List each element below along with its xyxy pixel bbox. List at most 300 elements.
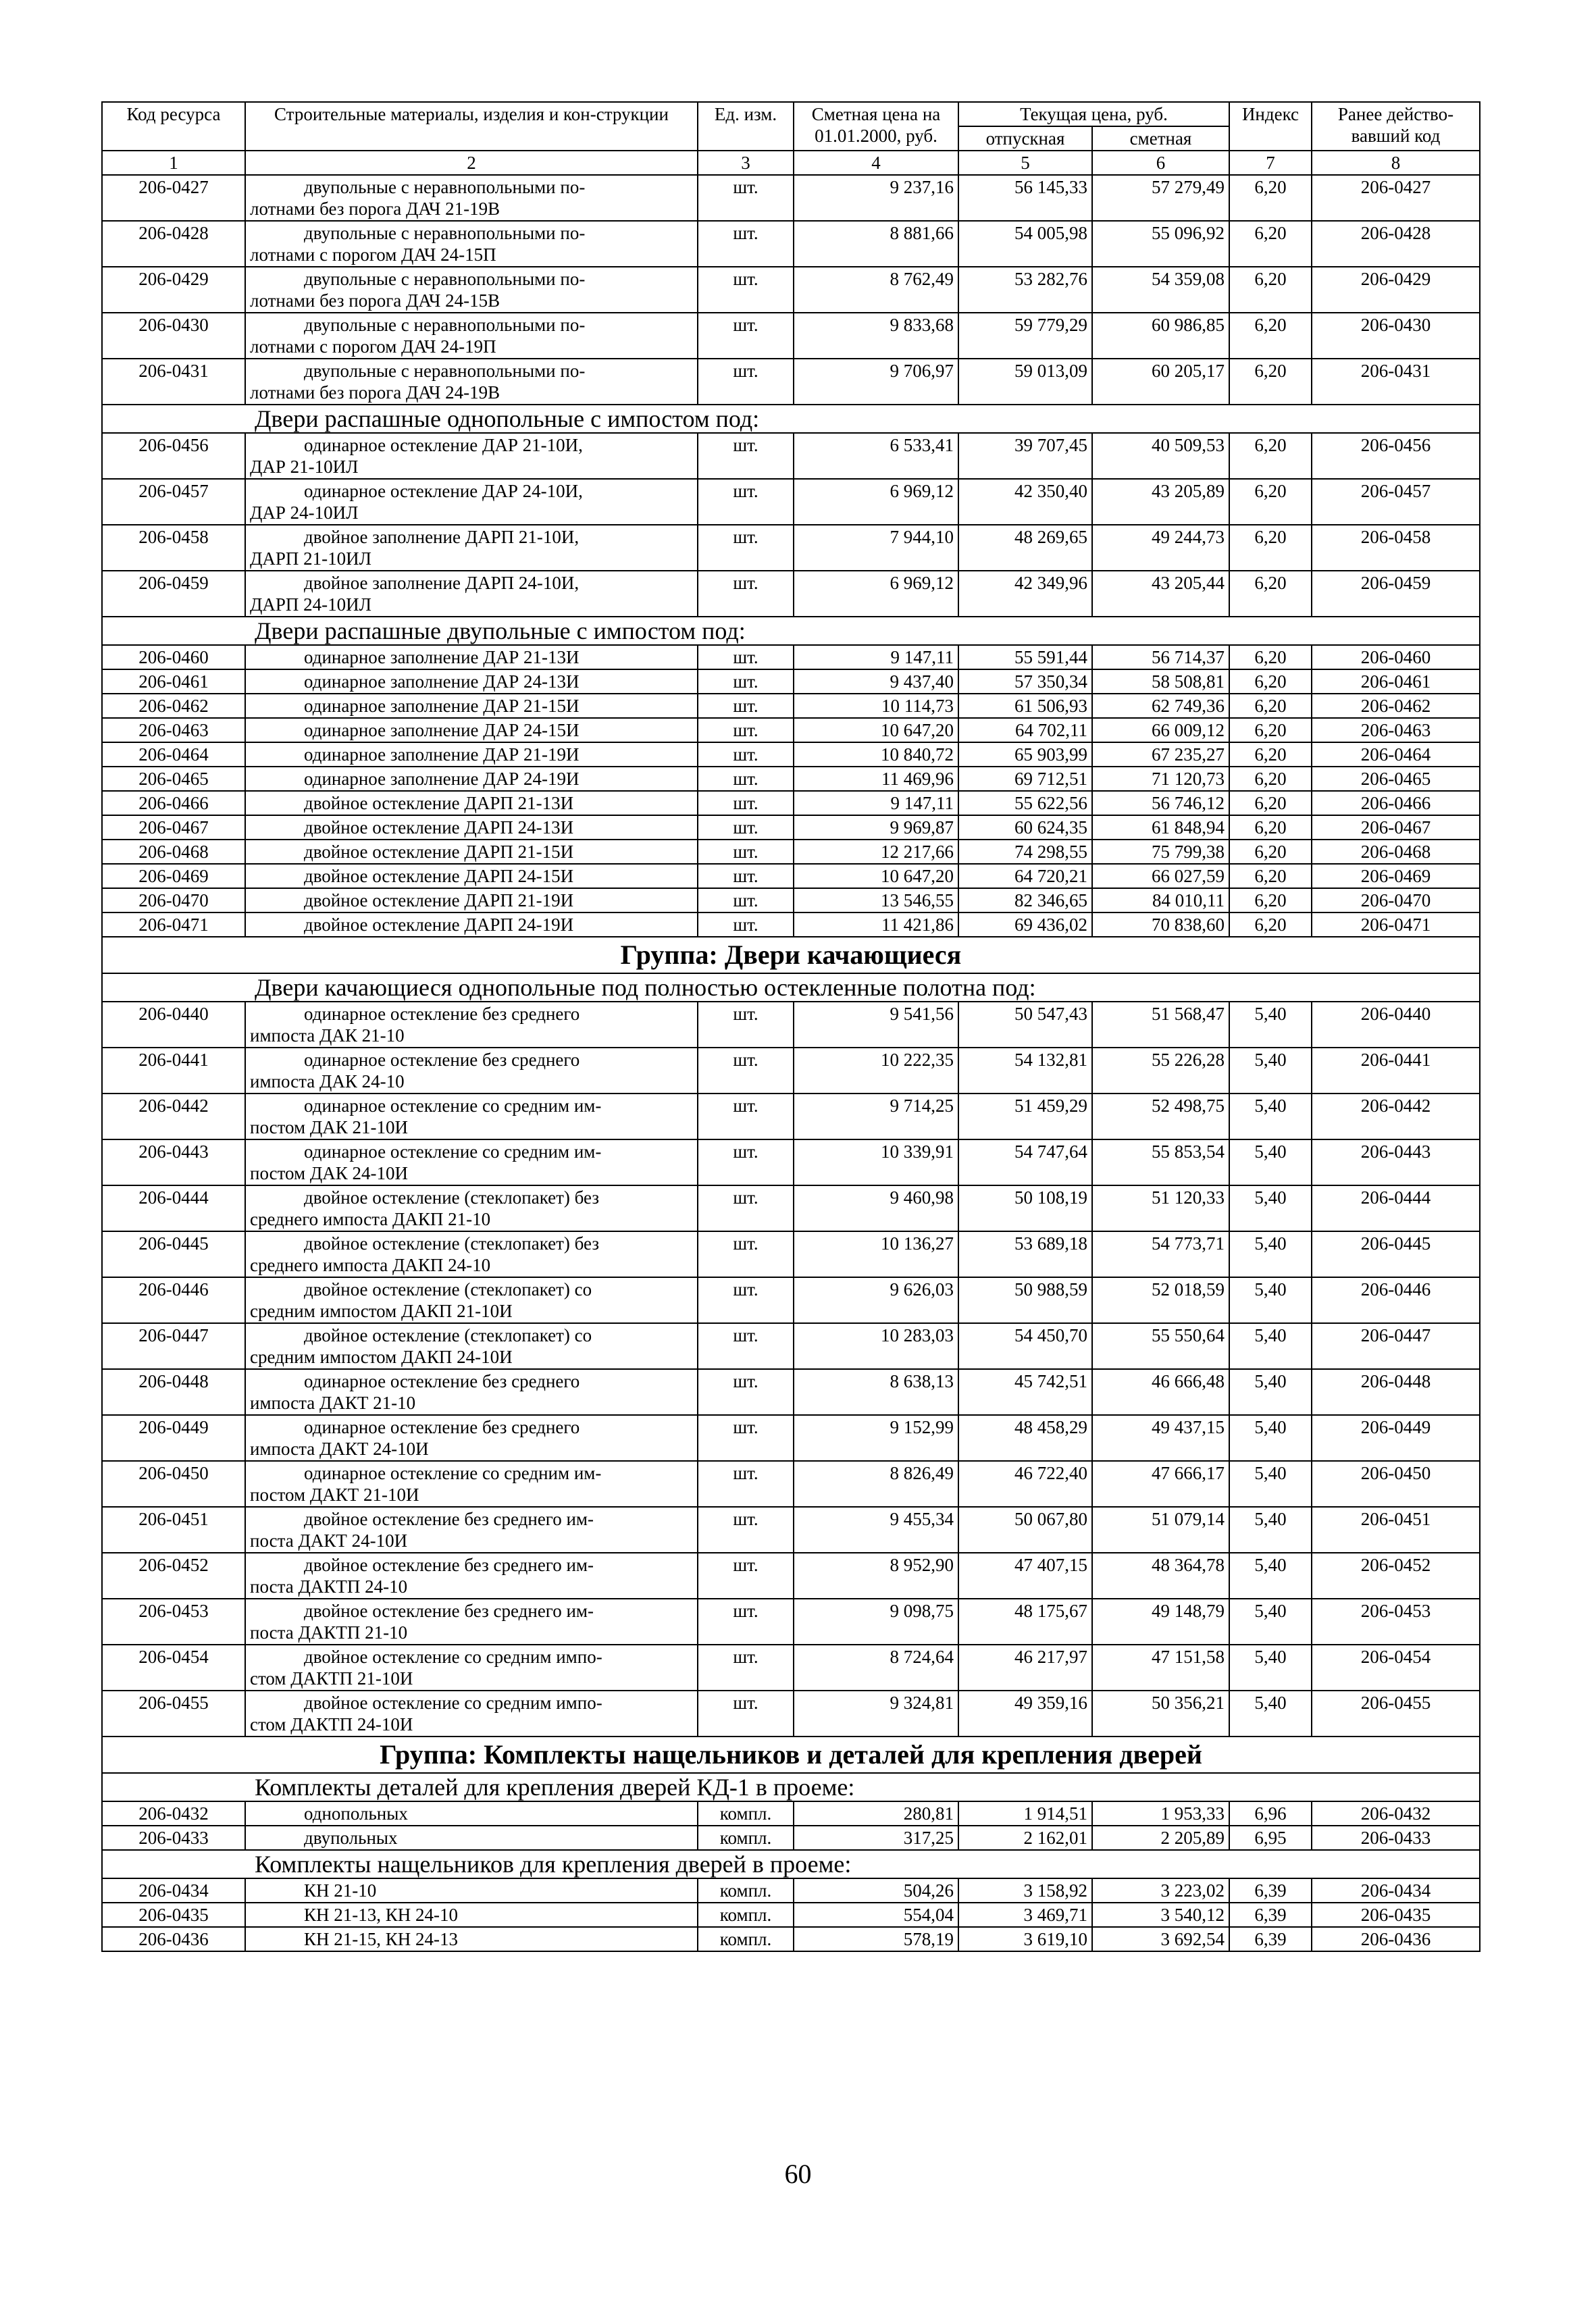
table-row (102, 1878, 1480, 1903)
wholesale-price-cell: 54 747,64 (958, 1139, 1092, 1185)
resource-code: 206-0441 (102, 1048, 245, 1094)
unit-cell: шт. (698, 525, 794, 571)
previous-code-cell: 206-0446 (1312, 1277, 1480, 1323)
material-description (245, 815, 698, 840)
estimate-price-cell: 52 018,59 (1092, 1277, 1229, 1323)
material-description (245, 1277, 698, 1323)
wholesale-price-cell: 50 547,43 (958, 1002, 1092, 1048)
base-price-cell: 504,26 (794, 1878, 958, 1903)
unit-cell: шт. (698, 767, 794, 791)
index-cell: 6,20 (1229, 479, 1312, 525)
material-description (245, 1903, 698, 1927)
col-number: 7 (1229, 151, 1312, 175)
wholesale-price-cell: 64 702,11 (958, 718, 1092, 742)
material-description (245, 694, 698, 718)
previous-code-cell: 206-0462 (1312, 694, 1480, 718)
table-row (102, 1185, 1480, 1231)
unit-cell: шт. (698, 669, 794, 694)
material-description (245, 791, 698, 815)
description-line: одинарное заполнение ДАР 24-19И (304, 769, 580, 789)
base-price-cell: 9 152,99 (794, 1415, 958, 1461)
table-row (102, 571, 1480, 617)
section-subheading: Комплекты нащельников для крепления дверей в проеме: (102, 1850, 1480, 1878)
estimate-price-cell: 43 205,89 (1092, 479, 1229, 525)
base-price-cell: 8 724,64 (794, 1645, 958, 1691)
unit-cell: шт. (698, 791, 794, 815)
base-price-cell: 8 638,13 (794, 1369, 958, 1415)
table-row (102, 1139, 1480, 1185)
index-cell: 5,40 (1229, 1002, 1312, 1048)
wholesale-price-cell: 65 903,99 (958, 742, 1092, 767)
previous-code-cell: 206-0449 (1312, 1415, 1480, 1461)
index-cell: 6,20 (1229, 313, 1312, 359)
description-line: КН 21-10 (304, 1880, 377, 1901)
material-description (245, 1878, 698, 1903)
material-description (245, 718, 698, 742)
unit-cell: шт. (698, 840, 794, 864)
unit-cell: шт. (698, 742, 794, 767)
description-line: двойное остекление (стеклопакет) без (304, 1187, 600, 1208)
wholesale-price-cell: 54 450,70 (958, 1323, 1092, 1369)
estimate-price-cell: 62 749,36 (1092, 694, 1229, 718)
material-description (245, 175, 698, 221)
description-line: двойное заполнение ДАРП 24-10И, (304, 573, 580, 593)
wholesale-price-cell: 45 742,51 (958, 1369, 1092, 1415)
wholesale-price-cell: 69 436,02 (958, 912, 1092, 937)
resource-code: 206-0442 (102, 1094, 245, 1139)
index-cell: 6,20 (1229, 840, 1312, 864)
resource-code: 206-0430 (102, 313, 245, 359)
table-row (102, 525, 1480, 571)
col-number: 1 (102, 151, 245, 175)
unit-cell: компл. (698, 1927, 794, 1951)
unit-cell: шт. (698, 645, 794, 669)
table-row (102, 1507, 1480, 1553)
wholesale-price-cell: 57 350,34 (958, 669, 1092, 694)
base-price-cell: 9 969,87 (794, 815, 958, 840)
estimate-price-cell: 1 953,33 (1092, 1801, 1229, 1826)
unit-cell: компл. (698, 1801, 794, 1826)
description-line: одинарное заполнение ДАР 21-13И (304, 647, 580, 667)
description-line: одинарное остекление без среднего (304, 1371, 580, 1391)
unit-cell: шт. (698, 1185, 794, 1231)
resource-code: 206-0451 (102, 1507, 245, 1553)
base-price-cell: 9 460,98 (794, 1185, 958, 1231)
description-line: одинарное заполнение ДАР 24-15И (304, 720, 580, 740)
index-cell: 5,40 (1229, 1507, 1312, 1553)
header-current-price: Текущая цена, руб. (958, 102, 1229, 126)
unit-cell: шт. (698, 1369, 794, 1415)
material-description (245, 1461, 698, 1507)
base-price-cell: 9 437,40 (794, 669, 958, 694)
description-line: одинарное остекление без среднего (304, 1417, 580, 1437)
resource-code: 206-0459 (102, 571, 245, 617)
unit-cell: шт. (698, 1645, 794, 1691)
base-price-cell: 12 217,66 (794, 840, 958, 864)
description-line: двойное остекление ДАРП 21-13И (304, 793, 574, 813)
resource-code: 206-0449 (102, 1415, 245, 1461)
material-description (245, 1323, 698, 1369)
base-price-cell: 317,25 (794, 1826, 958, 1850)
description-line: двойное остекление ДАРП 21-19И (304, 890, 574, 910)
wholesale-price-cell: 54 132,81 (958, 1048, 1092, 1094)
resource-code: 206-0453 (102, 1599, 245, 1645)
estimate-price-cell: 55 096,92 (1092, 221, 1229, 267)
base-price-cell: 9 147,11 (794, 791, 958, 815)
wholesale-price-cell: 46 722,40 (958, 1461, 1092, 1507)
description-line: двупольные с неравнопольными по- (304, 269, 586, 289)
estimate-price-cell: 48 364,78 (1092, 1553, 1229, 1599)
resource-code: 206-0467 (102, 815, 245, 840)
resource-code: 206-0464 (102, 742, 245, 767)
table-row (102, 1094, 1480, 1139)
table-row (102, 1415, 1480, 1461)
wholesale-price-cell: 3 619,10 (958, 1927, 1092, 1951)
unit-cell: шт. (698, 1415, 794, 1461)
previous-code-cell: 206-0429 (1312, 267, 1480, 313)
unit-cell: шт. (698, 175, 794, 221)
base-price-cell: 6 969,12 (794, 571, 958, 617)
base-price-cell: 9 706,97 (794, 359, 958, 405)
resource-code: 206-0444 (102, 1185, 245, 1231)
material-description (245, 221, 698, 267)
description-line: одинарное остекление без среднего (304, 1004, 580, 1024)
previous-code-cell: 206-0436 (1312, 1927, 1480, 1951)
description-continuation: среднего импоста ДАКП 24-10 (250, 1255, 491, 1275)
description-line: одинарное заполнение ДАР 21-15И (304, 696, 580, 716)
table-row (102, 1277, 1480, 1323)
description-continuation: стом ДАКТП 24-10И (250, 1714, 413, 1734)
description-continuation: лотнами с порогом ДАЧ 24-19П (250, 336, 496, 357)
table-row (102, 1369, 1480, 1415)
base-price-cell: 6 969,12 (794, 479, 958, 525)
index-cell: 6,20 (1229, 791, 1312, 815)
index-cell: 6,20 (1229, 912, 1312, 937)
description-continuation: среднего импоста ДАКП 21-10 (250, 1209, 491, 1229)
resource-code: 206-0446 (102, 1277, 245, 1323)
unit-cell: шт. (698, 1139, 794, 1185)
wholesale-price-cell: 56 145,33 (958, 175, 1092, 221)
resource-code: 206-0454 (102, 1645, 245, 1691)
base-price-cell: 8 881,66 (794, 221, 958, 267)
base-price-cell: 9 626,03 (794, 1277, 958, 1323)
index-cell: 6,20 (1229, 571, 1312, 617)
section-subheading: Комплекты деталей для крепления дверей КД-1 в проеме: (102, 1773, 1480, 1801)
table-row (102, 864, 1480, 888)
estimate-price-cell: 3 223,02 (1092, 1878, 1229, 1903)
estimate-price-cell: 43 205,44 (1092, 571, 1229, 617)
index-cell: 6,20 (1229, 815, 1312, 840)
base-price-cell: 8 952,90 (794, 1553, 958, 1599)
price-table-page (101, 101, 1479, 1952)
description-line: двойное остекление ДАРП 21-15И (304, 842, 574, 862)
index-cell: 6,20 (1229, 645, 1312, 669)
material-description (245, 888, 698, 912)
resource-code: 206-0443 (102, 1139, 245, 1185)
table-row (102, 175, 1480, 221)
base-price-cell: 9 324,81 (794, 1691, 958, 1737)
description-continuation: поста ДАКТ 24-10И (250, 1531, 408, 1551)
estimate-price-cell: 3 540,12 (1092, 1903, 1229, 1927)
estimate-price-cell: 49 437,15 (1092, 1415, 1229, 1461)
description-continuation: импоста ДАКТ 24-10И (250, 1439, 429, 1459)
estimate-price-cell: 56 714,37 (1092, 645, 1229, 669)
material-description (245, 645, 698, 669)
index-cell: 5,40 (1229, 1645, 1312, 1691)
estimate-price-cell: 2 205,89 (1092, 1826, 1229, 1850)
col-number: 2 (245, 151, 698, 175)
resource-code: 206-0465 (102, 767, 245, 791)
estimate-price-cell: 52 498,75 (1092, 1094, 1229, 1139)
description-line: двойное остекление ДАРП 24-19И (304, 915, 574, 935)
description-line: одинарное заполнение ДАР 24-13И (304, 671, 580, 692)
table-row (102, 479, 1480, 525)
base-price-cell: 10 283,03 (794, 1323, 958, 1369)
table-row (102, 815, 1480, 840)
index-cell: 6,20 (1229, 221, 1312, 267)
unit-cell: шт. (698, 815, 794, 840)
resource-code: 206-0427 (102, 175, 245, 221)
table-row (102, 694, 1480, 718)
wholesale-price-cell: 1 914,51 (958, 1801, 1092, 1826)
description-line: одинарное остекление со средним им- (304, 1141, 602, 1162)
estimate-price-cell: 3 692,54 (1092, 1927, 1229, 1951)
table-row (102, 1801, 1480, 1826)
unit-cell: шт. (698, 479, 794, 525)
wholesale-price-cell: 50 988,59 (958, 1277, 1092, 1323)
material-description (245, 1507, 698, 1553)
table-row (102, 433, 1480, 479)
base-price-cell: 9 455,34 (794, 1507, 958, 1553)
material-description (245, 1002, 698, 1048)
estimate-price-cell: 60 986,85 (1092, 313, 1229, 359)
index-cell: 6,20 (1229, 359, 1312, 405)
table-row (102, 221, 1480, 267)
unit-cell: компл. (698, 1826, 794, 1850)
unit-cell: шт. (698, 1507, 794, 1553)
base-price-cell: 578,19 (794, 1927, 958, 1951)
description-line: двойное остекление без среднего им- (304, 1509, 594, 1529)
previous-code-cell: 206-0467 (1312, 815, 1480, 840)
wholesale-price-cell: 61 506,93 (958, 694, 1092, 718)
description-line: одинарное заполнение ДАР 21-19И (304, 744, 580, 765)
estimate-price-cell: 66 027,59 (1092, 864, 1229, 888)
description-line: двойное остекление ДАРП 24-13И (304, 817, 574, 838)
material-description (245, 313, 698, 359)
wholesale-price-cell: 59 779,29 (958, 313, 1092, 359)
material-description (245, 1094, 698, 1139)
index-cell: 6,20 (1229, 888, 1312, 912)
estimate-price-cell: 47 666,17 (1092, 1461, 1229, 1507)
previous-code-cell: 206-0458 (1312, 525, 1480, 571)
table-row (102, 313, 1480, 359)
previous-code-cell: 206-0433 (1312, 1826, 1480, 1850)
material-description (245, 571, 698, 617)
description-continuation: поста ДАКТП 24-10 (250, 1576, 408, 1597)
index-cell: 6,20 (1229, 767, 1312, 791)
description-continuation: лотнами без порога ДАЧ 21-19В (250, 199, 500, 219)
description-continuation: ДАРП 21-10ИЛ (250, 548, 371, 569)
description-line: двупольные с неравнопольными по- (304, 223, 586, 243)
wholesale-price-cell: 47 407,15 (958, 1553, 1092, 1599)
estimate-price-cell: 47 151,58 (1092, 1645, 1229, 1691)
section-subheading: Двери распашные двупольные с импостом под: (102, 617, 1480, 645)
unit-cell: шт. (698, 1323, 794, 1369)
unit-cell: шт. (698, 864, 794, 888)
index-cell: 6,20 (1229, 669, 1312, 694)
previous-code-cell: 206-0441 (1312, 1048, 1480, 1094)
material-description (245, 1927, 698, 1951)
description-line: одинарное остекление со средним им- (304, 1463, 602, 1483)
material-description (245, 840, 698, 864)
col-number: 6 (1092, 151, 1229, 175)
wholesale-price-cell: 74 298,55 (958, 840, 1092, 864)
base-price-cell: 13 546,55 (794, 888, 958, 912)
base-price-cell: 10 136,27 (794, 1231, 958, 1277)
description-continuation: средним импостом ДАКП 21-10И (250, 1301, 513, 1321)
wholesale-price-cell: 50 067,80 (958, 1507, 1092, 1553)
wholesale-price-cell: 46 217,97 (958, 1645, 1092, 1691)
resource-code: 206-0456 (102, 433, 245, 479)
index-cell: 6,20 (1229, 742, 1312, 767)
material-description (245, 1415, 698, 1461)
header-code: Код ресурса (102, 102, 245, 151)
description-line: двупольные с неравнопольными по- (304, 315, 586, 335)
group-heading: Группа: Комплекты нащельников и деталей для крепления дверей (102, 1737, 1480, 1773)
description-continuation: постом ДАК 24-10И (250, 1163, 409, 1183)
material-description (245, 1599, 698, 1645)
description-line: двойное остекление со средним импо- (304, 1647, 602, 1667)
resource-code: 206-0448 (102, 1369, 245, 1415)
base-price-cell: 554,04 (794, 1903, 958, 1927)
unit-cell: шт. (698, 1094, 794, 1139)
header-wholesale: отпускная (958, 126, 1092, 151)
header-unit: Ед. изм. (698, 102, 794, 151)
base-price-cell: 11 469,96 (794, 767, 958, 791)
description-line: двойное остекление без среднего им- (304, 1601, 594, 1621)
wholesale-price-cell: 3 158,92 (958, 1878, 1092, 1903)
material-description (245, 1801, 698, 1826)
resource-code: 206-0435 (102, 1903, 245, 1927)
table-row (102, 1927, 1480, 1951)
estimate-price-cell: 40 509,53 (1092, 433, 1229, 479)
base-price-cell: 10 647,20 (794, 864, 958, 888)
table-row (102, 840, 1480, 864)
description-continuation: лотнами без порога ДАЧ 24-19В (250, 382, 500, 403)
unit-cell: шт. (698, 694, 794, 718)
unit-cell: шт. (698, 1691, 794, 1737)
material-description (245, 912, 698, 937)
estimate-price-cell: 67 235,27 (1092, 742, 1229, 767)
index-cell: 6,39 (1229, 1878, 1312, 1903)
description-continuation: средним импостом ДАКП 24-10И (250, 1347, 513, 1367)
previous-code-cell: 206-0454 (1312, 1645, 1480, 1691)
description-line: КН 21-13, КН 24-10 (304, 1905, 458, 1925)
section-subheading: Двери распашные однопольные с импостом под: (102, 405, 1480, 433)
base-price-cell: 9 147,11 (794, 645, 958, 669)
unit-cell: шт. (698, 267, 794, 313)
index-cell: 6,20 (1229, 433, 1312, 479)
table-row (102, 791, 1480, 815)
material-description (245, 1826, 698, 1850)
description-line: двойное остекление (стеклопакет) со (304, 1325, 592, 1345)
previous-code-cell: 206-0451 (1312, 1507, 1480, 1553)
description-continuation: ДАРП 24-10ИЛ (250, 594, 371, 615)
wholesale-price-cell: 42 350,40 (958, 479, 1092, 525)
wholesale-price-cell: 59 013,09 (958, 359, 1092, 405)
table-row (102, 767, 1480, 791)
col-number: 5 (958, 151, 1092, 175)
unit-cell: шт. (698, 1231, 794, 1277)
description-line: двупольных (304, 1828, 398, 1848)
resource-code: 206-0455 (102, 1691, 245, 1737)
base-price-cell: 9 098,75 (794, 1599, 958, 1645)
previous-code-cell: 206-0432 (1312, 1801, 1480, 1826)
table-row (102, 888, 1480, 912)
col-number: 4 (794, 151, 958, 175)
material-description (245, 864, 698, 888)
resource-code: 206-0436 (102, 1927, 245, 1951)
unit-cell: шт. (698, 433, 794, 479)
estimate-price-cell: 55 226,28 (1092, 1048, 1229, 1094)
index-cell: 5,40 (1229, 1553, 1312, 1599)
resource-code: 206-0466 (102, 791, 245, 815)
material-description (245, 359, 698, 405)
previous-code-cell: 206-0468 (1312, 840, 1480, 864)
description-continuation: импоста ДАКТ 21-10 (250, 1393, 416, 1413)
previous-code-cell: 206-0466 (1312, 791, 1480, 815)
table-row (102, 1048, 1480, 1094)
page-number: 60 (784, 2159, 812, 2189)
previous-code-cell: 206-0470 (1312, 888, 1480, 912)
table-row (102, 912, 1480, 937)
wholesale-price-cell: 55 591,44 (958, 645, 1092, 669)
previous-code-cell: 206-0443 (1312, 1139, 1480, 1185)
resource-code: 206-0428 (102, 221, 245, 267)
unit-cell: шт. (698, 888, 794, 912)
description-continuation: импоста ДАК 21-10 (250, 1025, 405, 1046)
index-cell: 5,40 (1229, 1323, 1312, 1369)
group-heading-row (102, 937, 1480, 973)
base-price-cell: 10 647,20 (794, 718, 958, 742)
material-description (245, 433, 698, 479)
estimate-price-cell: 51 568,47 (1092, 1002, 1229, 1048)
material-description (245, 669, 698, 694)
base-price-cell: 9 714,25 (794, 1094, 958, 1139)
index-cell: 6,39 (1229, 1903, 1312, 1927)
resource-code: 206-0460 (102, 645, 245, 669)
estimate-price-cell: 55 550,64 (1092, 1323, 1229, 1369)
group-heading: Группа: Двери качающиеся (102, 937, 1480, 973)
header-materials: Строительные материалы, изделия и кон-струкции (245, 102, 698, 151)
unit-cell: компл. (698, 1878, 794, 1903)
estimate-price-cell: 58 508,81 (1092, 669, 1229, 694)
table-row (102, 1323, 1480, 1369)
previous-code-cell: 206-0465 (1312, 767, 1480, 791)
description-continuation: импоста ДАК 24-10 (250, 1071, 405, 1091)
previous-code-cell: 206-0471 (1312, 912, 1480, 937)
estimate-price-cell: 46 666,48 (1092, 1369, 1229, 1415)
resource-code: 206-0433 (102, 1826, 245, 1850)
index-cell: 5,40 (1229, 1185, 1312, 1231)
base-price-cell: 9 541,56 (794, 1002, 958, 1048)
unit-cell: шт. (698, 313, 794, 359)
unit-cell: шт. (698, 221, 794, 267)
description-line: двупольные с неравнопольными по- (304, 177, 586, 197)
base-price-cell: 8 826,49 (794, 1461, 958, 1507)
description-continuation: ДАР 24-10ИЛ (250, 503, 359, 523)
col-number: 8 (1312, 151, 1480, 175)
